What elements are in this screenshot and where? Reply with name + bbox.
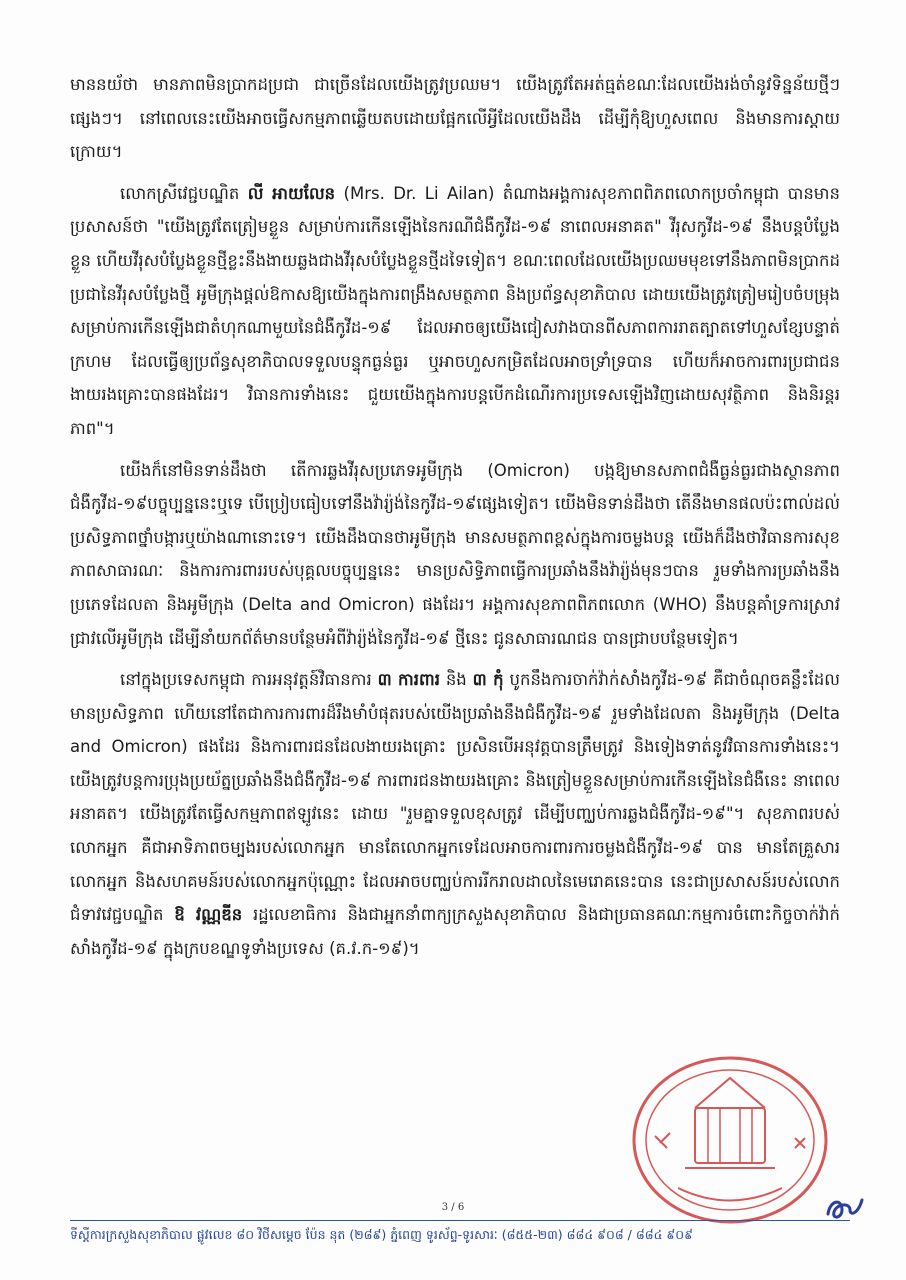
- bold-name-text: លី អាយលែន: [247, 183, 336, 203]
- bold-name-text: ឱ វណ្ណឌីន: [174, 905, 243, 925]
- paragraph-text: មាននយ័ថា មានភាពមិនប្រាកដប្រជា ជាច្រើនដែលយើងត្រូវប្រឈម។ យើងត្រូវតែអត់ធ្មត់ខណៈដែលយើងរង់ចាំនូវទិន្នន័យថ្មីៗផ្សេងៗ។ នៅពេលនេះយើងអាចធ្វើសកម្មភាពឆ្លើយតបដោយផ្អែកលើអ្វីដែលយើងដឹង ដើម្បីកុំឱ្យហួសពេល និងមានការស្ដាយក្រោយ។: [70, 75, 840, 162]
- paragraph-text: (Mrs. Dr. Li Ailan) តំណាងអង្គការសុខភាពពិភពលោកប្រចាំកម្ពុជា បានមានប្រសាសន៍ថា "យើងត្រូវតែត្រៀមខ្លួន សម្រាប់ការកើនឡើងនៃករណីជំងឺកូវីដ-១៩ នាពេលអនាគត" វីរុសកូវីដ-១៩ នឹងបន្តបំប្លែងខ្លួន ហើយវីរុសបំប្លែងខ្លួនថ្មីខ្លះនឹងងាយឆ្លងជាងវីរុសបំប្លែងខ្លួនថ្មីដទៃទៀត។ ខណៈពេលដែលយើងប្រឈមមុខទៅនឹងភាពមិនប្រាកដប្រជានៃវីរុសបំប្លែងថ្មី អូមីក្រុងផ្ដល់ឱកាសឱ្យយើងក្នុងការពង្រឹងសមត្ថភាព និងប្រព័ន្ធសុខាភិបាល ដោយយើងត្រូវត្រៀមរៀបចំបម្រុងសម្រាប់ការកើនឡើងជាតំហុកណាមួយនៃជំងឺកូវីដ-១៩ ដែលអាចឲ្យយើងជៀសវាងបានពីសភាពការរាតត្បាតទៅហួសខ្សែបន្ទាត់ក្រហម ដែលធ្វើឲ្យប្រព័ន្ធសុខាភិបាលទទួលបន្ទុកធ្ងន់ធ្ងរ ឬអាចហួសកម្រិតដែលអាចទ្រាំទ្របាន ហើយក៏អាចការពារប្រជាជនងាយរងគ្រោះបានផងដែរ។ វិធានការទាំងនេះ ជួយយើងក្នុងការបន្តបើកដំណើរការប្រទេសឡើងវិញដោយសុវត្ថិភាព និងនិរន្តរភាព"។: [70, 183, 840, 438]
- paragraph: [70, 663, 840, 965]
- official-seal-icon: [590, 1048, 830, 1228]
- paragraph: [70, 177, 840, 446]
- paragraph-text: នៅក្នុងប្រទេសកម្ពុជា ការអនុវត្តន៍វិធានការ: [120, 670, 378, 690]
- paragraph-text: និង: [439, 670, 473, 690]
- paragraph-text: រដ្ឋលេខាធិការ និងជាអ្នកនាំពាក្យក្រសួងសុខាភិបាល និងជាប្រធានគណៈកម្មការចំពោះកិច្ចចាក់វ៉ាក់សាំងកូវីដ-១៩ ក្នុងក្របខណ្ឌទូទាំងប្រទេស (គ.វ.ក-១៩)។: [70, 905, 841, 958]
- document-body: [70, 68, 840, 973]
- paragraph-text: លោកស្រីវេជ្ជបណ្ឌិត: [120, 183, 248, 203]
- bold-name-text: ៣ កុំ: [472, 670, 504, 690]
- bold-name-text: ៣ ការពារ: [377, 670, 440, 690]
- footer-address: ទីស្តីការក្រសួងសុខាភិបាល ផ្លូវលេខ ៨០ វិថីសម្ដេច ប៉ែន នុត (២៨៩) ភ្នំពេញ ទូរស័ព្ទ-ទូរសារៈ (៨៥៥-២៣) ៨៨៤ ៩០៨ / ៨៨៤ ៩០៩: [70, 1227, 693, 1242]
- paragraph: [70, 454, 840, 656]
- page-number: 3 / 6: [441, 1202, 465, 1213]
- footer-divider: [70, 1220, 850, 1221]
- paragraph: [70, 68, 840, 169]
- paragraph-text: យើងក៏នៅមិនទាន់ដឹងថា តើការឆ្លងវីរុសប្រភេទអូមីក្រុង (Omicron) បង្កឱ្យមានសភាពជំងឺធ្ងន់ធ្ងរជាងស្ថានភាពជំងឺកូវីដ-១៩បច្ចុប្បន្ននេះឬទេ បើប្រៀបធៀបទៅនឹងវ៉ារ្យ៉ង់នៃកូវីដ-១៩ផ្សេងទៀត។ យើងមិនទាន់ដឹងថា តើនឹងមានផលប៉ះពាល់ដល់ប្រសិទ្ធភាពថ្នាំបង្ការឬយ៉ាងណានោះទេ។ យើងដឹងបានថាអូមីក្រុង មានសមត្ថភាពខ្ពស់ក្នុងការចម្លងបន្ត យើងក៏ដឹងថាវិធានការសុខភាពសាធារណៈ និងការការពាររបស់បុគ្គលបច្ចុប្បន្ននេះ មានប្រសិទ្ធិភាពធ្វើការប្រឆាំងនឹងវ៉ារ្យ៉ង់មុនៗបាន រួមទាំងការប្រឆាំងនឹងប្រភេទដែលតា និងអូមីក្រុង (Delta and Omicron) ផងដែរ។ អង្គការសុខភាពពិភពលោក (WHO) នឹងបន្តគាំទ្រការស្រាវជ្រាវលើអូមីក្រុង ដើម្បីនាំយកព័ត៌មានបន្ថែមអំពីវ៉ារ្យ៉ង់នៃកូវីដ-១៩ ថ្មីនេះ ជូនសាធារណជន បានជ្រាបបន្ថែមទៀត។: [70, 460, 840, 648]
- paragraph-text: បូកនឹងការចាក់វ៉ាក់សាំងកូវីដ-១៩ គឺជាចំណុចគន្លឹះដែលមានប្រសិទ្ធភាព ហើយនៅតែជាការការពារដ៏រឹងមាំបំផុតរបស់យើងប្រឆាំងនឹងជំងឺកូវីដ-១៩ រួមទាំងដែលតា និងអូមីក្រុង (Delta and Omicron) ផងដែរ និងការពារជនដែលងាយរងគ្រោះ ប្រសិនបើអនុវត្តបានត្រឹមត្រូវ និងទៀងទាត់នូវវិធានការទាំងនេះ។ យើងត្រូវបន្តការប្រុងប្រយ័ត្នប្រឆាំងនឹងជំងឺកូវីដ-១៩ ការពារជនងាយរងគ្រោះ និងត្រៀមខ្លួនសម្រាប់ការកើនឡើងនៃជំងឺនេះ នាពេលអនាគត។ យើងត្រូវតែធ្វើសកម្មភាពឥឡូវនេះ ដោយ "រួមគ្នាទទួលខុសត្រូវ ដើម្បីបញ្ឈប់ការឆ្លងជំងឺកូវីដ-១៩"។ សុខភាពរបស់លោកអ្នក គឺជាអាទិភាពចម្បងរបស់លោកអ្នក មានតែលោកអ្នកទេដែលអាចការពារការចម្លងជំងឺកូវីដ-១៩ បាន មានតែគ្រួសារលោកអ្នក និងសហគមន៍របស់លោកអ្នកប៉ុណ្ណោះ ដែលអាចបញ្ឈប់ការរីករាលដាលនៃមេរោគនេះបាន នេះជាប្រសាសន៍របស់លោកជំទាវវេជ្ជបណ្ឌិត: [70, 670, 840, 925]
